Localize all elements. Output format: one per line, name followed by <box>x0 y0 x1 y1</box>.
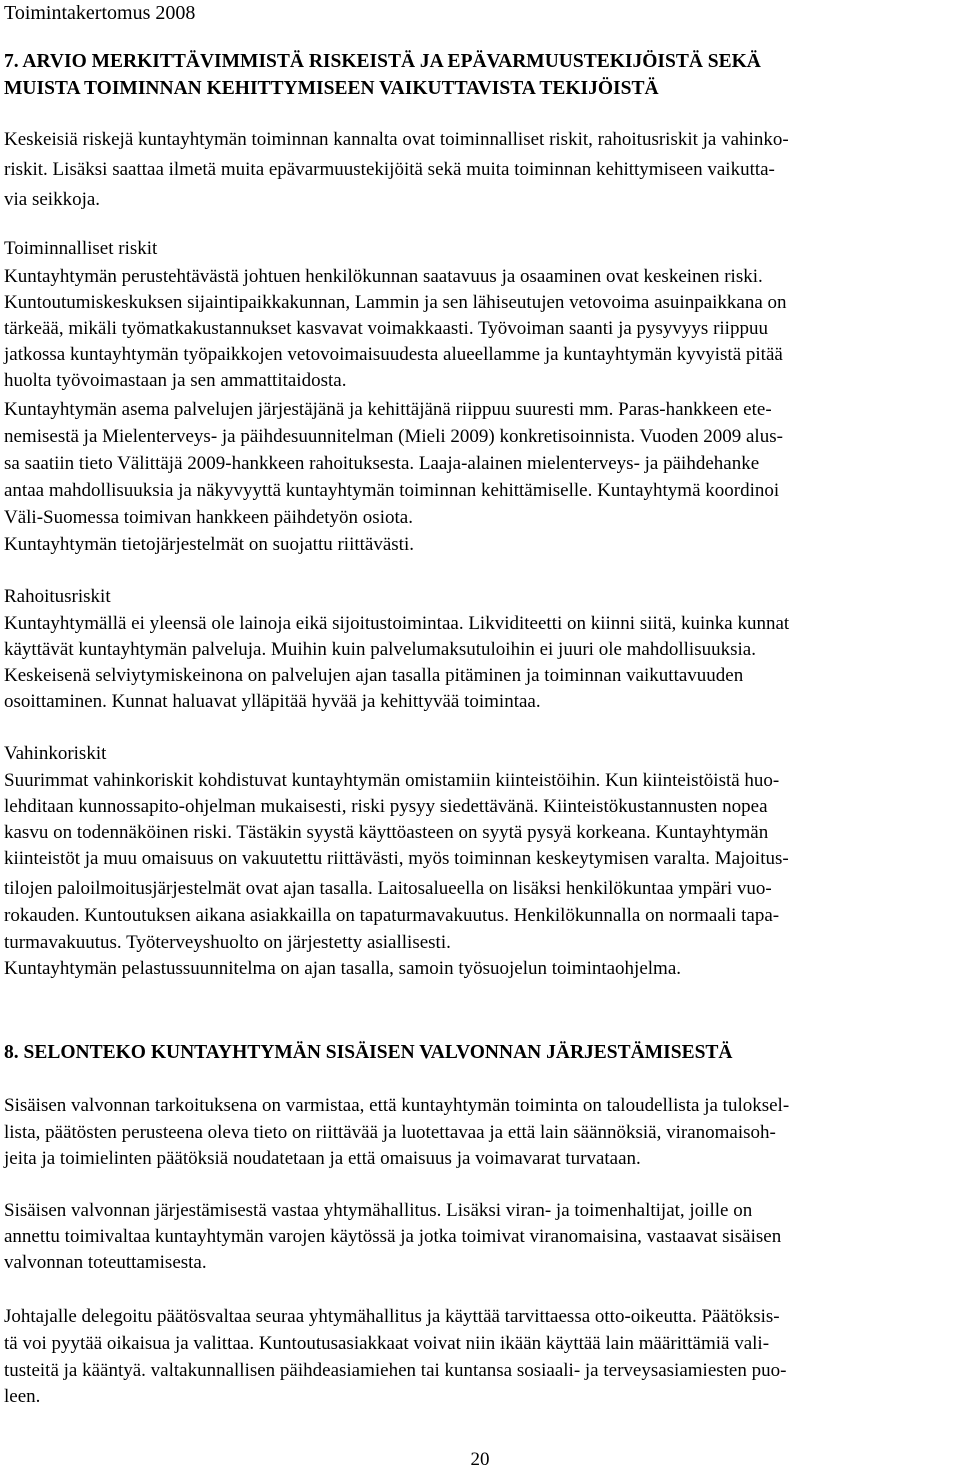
paragraph-line: Kuntoutumiskeskuksen sijaintipaikkakunnan, Lammin ja sen lähiseutujen vetovoima asuinpaikkana on <box>4 292 787 313</box>
section-7-title-line-2: MUISTA TOIMINNAN KEHITTYMISEEN VAIKUTTAVISTA TEKIJÖISTÄ <box>4 78 659 99</box>
subheading-toiminnalliset-riskit: Toiminnalliset riskit <box>4 238 158 259</box>
paragraph-line: käyttävät kuntayhtymän palveluja. Muihin kuin palvelumaksutuloihin ei juuri ole mahdollisuuksia. <box>4 639 756 660</box>
intro-line: via seikkoja. <box>4 189 101 210</box>
paragraph-line: leen. <box>4 1386 41 1407</box>
intro-line: riskit. Lisäksi saattaa ilmetä muita epävarmuustekijöitä sekä muita toiminnan kehittymiseen vaikutta- <box>4 159 775 180</box>
paragraph-line: sa saatiin tieto Välittäjä 2009-hankkeen rahoituksesta. Laaja-alainen mielenterveys- ja päihdehanke <box>4 453 760 474</box>
paragraph-line: nemisestä ja Mielenterveys- ja päihdesuunnitelman (Mieli 2009) konkretisoinnista. Vuoden 2009 alus- <box>4 426 783 447</box>
paragraph-line: annettu toimivaltaa kuntayhtymän varojen käytössä ja jotka toimivat viranomaisina, vastaavat sisäisen <box>4 1226 782 1247</box>
paragraph-line: tusteitä ja kääntyä. valtakunnallisen päihdeasiamiehen tai kuntansa sosiaali- ja terveysasiamiesten puo- <box>4 1360 787 1381</box>
paragraph-line: tä voi pyytää oikaisua ja valittaa. Kuntoutusasiakkaat voivat niin ikään käyttää lain määrittämiä vali- <box>4 1333 770 1354</box>
paragraph-line: Kuntayhtymän asema palvelujen järjestäjänä ja kehittäjänä riippuu suuresti mm. Paras-hankkeen ete- <box>4 399 772 420</box>
paragraph-line: turmavakuutus. Työterveyshuolto on järjestetty asiallisesti. <box>4 932 451 953</box>
paragraph-line: Johtajalle delegoitu päätösvaltaa seuraa yhtymähallitus ja käyttää tarvittaessa otto-oikeutta. Päätöksis- <box>4 1306 780 1327</box>
intro-line: Keskeisiä riskejä kuntayhtymän toiminnan kannalta ovat toiminnalliset riskit, rahoitusriskit ja vahinko- <box>4 129 789 150</box>
paragraph-line: tilojen paloilmoitusjärjestelmät ovat ajan tasalla. Laitosalueella on lisäksi henkilökuntaa ympäri vuo- <box>4 878 772 899</box>
paragraph-line: Väli-Suomessa toimivan hankkeen päihdetyön osiota. <box>4 507 413 528</box>
subheading-vahinkoriskit: Vahinkoriskit <box>4 743 107 764</box>
paragraph-line: Sisäisen valvonnan tarkoituksena on varmistaa, että kuntayhtymän toiminta on taloudellista ja tuloksel- <box>4 1095 790 1116</box>
paragraph-line: lista, päätösten perusteena oleva tieto on riittävää ja luotettavaa ja että lain säännöksiä, viranomaisoh- <box>4 1122 776 1143</box>
paragraph-line: kasvu on todennäköinen riski. Tästäkin syystä käyttöasteen on syytä pysyä korkeana. Kuntayhtymän <box>4 822 769 843</box>
paragraph-line: kiinteistöt ja muu omaisuus on vakuutettu riittävästi, myös toiminnan keskeytymisen varalta. Majoitus- <box>4 848 789 869</box>
running-header: Toimintakertomus 2008 <box>4 2 196 24</box>
paragraph-line: Kuntayhtymän tietojärjestelmät on suojattu riittävästi. <box>4 534 414 555</box>
section-8-title: 8. SELONTEKO KUNTAYHTYMÄN SISÄISEN VALVONNAN JÄRJESTÄMISESTÄ <box>4 1042 733 1063</box>
paragraph-line: osoittaminen. Kunnat haluavat ylläpitää hyvää ja kehittyvää toimintaa. <box>4 691 541 712</box>
paragraph-line: Kuntayhtymällä ei yleensä ole lainoja eikä sijoitustoimintaa. Likviditeetti on kiinni siitä, kuinka kunnat <box>4 613 790 634</box>
paragraph-line: Kuntayhtymän pelastussuunnitelma on ajan tasalla, samoin työsuojelun toimintaohjelma. <box>4 958 682 979</box>
paragraph-line: Keskeisenä selviytymiskeinona on palvelujen ajan tasalla pitäminen ja toiminnan vaikuttavuuden <box>4 665 744 686</box>
page-number: 20 <box>470 1449 490 1470</box>
paragraph-line: valvonnan toteuttamisesta. <box>4 1252 207 1273</box>
paragraph-line: lehditaan kunnossapito-ohjelman mukaisesti, riski pysyy siedettävänä. Kiinteistökustannusten nopea <box>4 796 768 817</box>
section-7-title-line-1: 7. ARVIO MERKITTÄVIMMISTÄ RISKEISTÄ JA EPÄVARMUUSTEKIJÖISTÄ SEKÄ <box>4 51 761 72</box>
paragraph-line: Suurimmat vahinkoriskit kohdistuvat kuntayhtymän omistamiin kiinteistöihin. Kun kiinteistöistä huo- <box>4 770 780 791</box>
paragraph-line: Sisäisen valvonnan järjestämisestä vastaa yhtymähallitus. Lisäksi viran- ja toimenhaltijat, joille on <box>4 1200 753 1221</box>
subheading-rahoitusriskit: Rahoitusriskit <box>4 586 111 607</box>
paragraph-line: jatkossa kuntayhtymän työpaikkojen vetovoimaisuudesta alueellamme ja kuntayhtymän kyvyistä pitää <box>4 344 783 365</box>
paragraph-line: jeita ja toimielinten päätöksiä noudatetaan ja että omaisuus ja voimavarat turvataan. <box>4 1148 641 1169</box>
paragraph-line: tärkeää, mikäli työmatkakustannukset kasvavat voimakkaasti. Työvoiman saanti ja pysyvyys riippuu <box>4 318 768 339</box>
paragraph-line: Kuntayhtymän perustehtävästä johtuen henkilökunnan saatavuus ja osaaminen ovat keskeinen riski. <box>4 266 763 287</box>
paragraph-line: rokauden. Kuntoutuksen aikana asiakkailla on tapaturmavakuutus. Henkilökunnalla on normaali tapa- <box>4 905 780 926</box>
paragraph-line: antaa mahdollisuuksia ja näkyvyyttä kuntayhtymän toiminnan kehittämiselle. Kuntayhtymä koordinoi <box>4 480 780 501</box>
paragraph-line: huolta työvoimastaan ja sen ammattitaidosta. <box>4 370 347 391</box>
